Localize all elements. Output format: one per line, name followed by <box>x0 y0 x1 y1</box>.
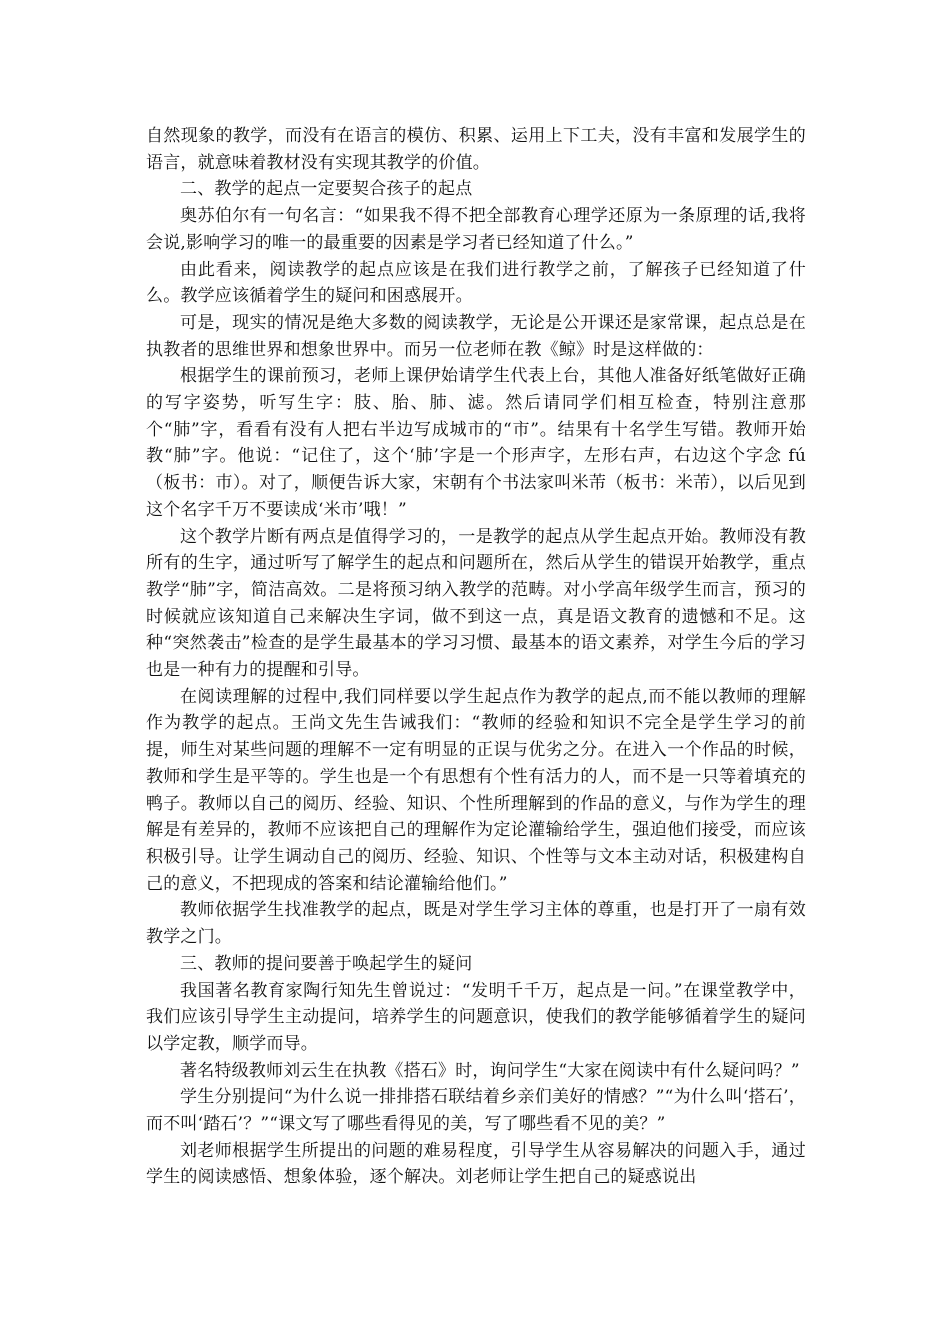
section-heading: 三、教师的提问要善于唤起学生的疑问 <box>180 953 473 974</box>
document-body <box>146 123 806 1191</box>
paragraph: 根据学生的课前预习，老师上课伊始请学生代表上台，其他人准备好纸笔做好正确的写字姿势，听写生字：肢、胎、肺、滤。然后请同学们相互检查，特别注意那个“肺”字，看看有没有人把右半边写成城市的“市”。结果有十名学生写错。教师开始教“肺”字。他说：“记住了，这个‘肺’字是一个形声字，左形右声，右边这个字念 fú（板书：巿）。对了，顺便告诉大家，宋朝有个书法家叫米芾（板书：米芾），以后见到这个名字千万不要读成‘米市’哦！” <box>146 366 806 520</box>
paragraph: 学生分别提问“为什么说一排排搭石联结着乡亲们美好的情感？”“为什么叫‘搭石’，而不叫‘踏石’？”“课文写了哪些看得见的美，写了哪些看不见的美？” <box>146 1087 806 1135</box>
paragraph: 这个教学片断有两点是值得学习的，一是教学的起点从学生起点开始。教师没有教所有的生字，通过听写了解学生的起点和问题所在，然后从学生的错误开始教学，重点教学“肺”字，简洁高效。二是将预习纳入教学的范畴。对小学高年级学生而言，预习的时候就应该知道自己来解决生字词，做不到这一点，真是语文教育的遗憾和不足。这种“突然袭击”检查的是学生最基本的学习习惯、最基本的语文素养，对学生今后的学习也是一种有力的提醒和引导。 <box>146 526 806 681</box>
paragraph: 奥苏伯尔有一句名言：“如果我不得不把全部教育心理学还原为一条原理的话,我将会说,影响学习的唯一的最重要的因素是学习者已经知道了什么。” <box>146 206 806 253</box>
paragraph: 在阅读理解的过程中,我们同样要以学生起点作为教学的起点,而不能以教师的理解作为教学的起点。王尚文先生告诫我们：“教师的经验和知识不完全是学生学习的前提，师生对某些问题的理解不一定有明显的正误与优劣之分。在进入一个作品的时候，教师和学生是平等的。学生也是一个有思想有个性有活力的人，而不是一只等着填充的鸭子。教师以自己的阅历、经验、知识、个性所理解到的作品的意义，与作为学生的理解是有差异的，教师不应该把自己的理解作为定论灌输给学生，强迫他们接受，而应该积极引导。让学生调动自己的阅历、经验、知识、个性等与文本主动对话，积极建构自己的意义，不把现成的答案和结论灌输给他们。” <box>146 686 806 894</box>
paragraph: 由此看来，阅读教学的起点应该是在我们进行教学之前，了解孩子已经知道了什么。教学应该循着学生的疑问和困惑展开。 <box>146 259 806 307</box>
paragraph: 教师依据学生找准教学的起点，既是对学生学习主体的尊重，也是打开了一扇有效教学之门。 <box>146 900 806 948</box>
paragraph: 刘老师根据学生所提出的问题的难易程度，引导学生从容易解决的问题入手，通过学生的阅读感悟、想象体验，逐个解决。刘老师让学生把自己的疑惑说出 <box>146 1140 806 1188</box>
section-heading: 二、教学的起点一定要契合孩子的起点 <box>180 179 473 200</box>
paragraph: 著名特级教师刘云生在执教《搭石》时，询问学生“大家在阅读中有什么疑问吗？” <box>180 1060 800 1081</box>
paragraph: 可是，现实的情况是绝大多数的阅读教学，无论是公开课还是家常课，起点总是在执教者的思维世界和想象世界中。而另一位老师在教《鲸》时是这样做的： <box>146 312 806 360</box>
paragraph: 自然现象的教学，而没有在语言的模仿、积累、运用上下工夫，没有丰富和发展学生的语言，就意味着教材没有实现其教学的价值。 <box>146 126 806 173</box>
paragraph: 我国著名教育家陶行知先生曾说过：“发明千千万，起点是一问。”在课堂教学中，我们应该引导学生主动提问，培养学生的问题意识，使我们的教学能够循着学生的疑问以学定教，顺学而导。 <box>146 980 806 1054</box>
